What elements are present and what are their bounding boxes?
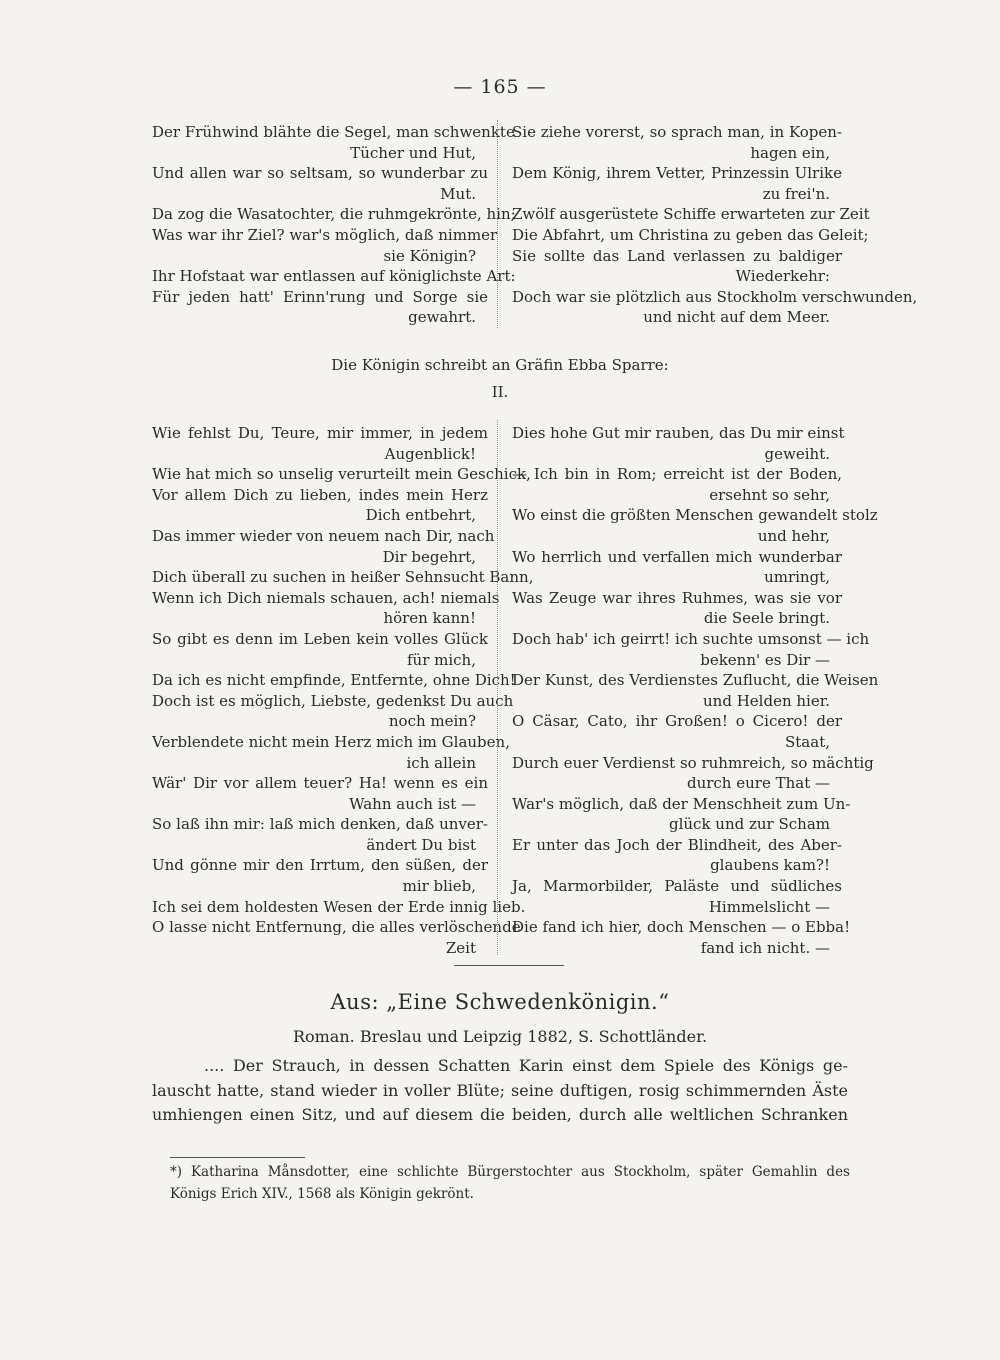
verse-line: Wär' Dir vor allem teuer? Ha! wenn es ein	[152, 774, 488, 793]
verse-line: Durch euer Verdienst so ruhmreich, so mächtig	[512, 753, 874, 772]
excerpt-source: Roman. Breslau und Leipzig 1882, S. Schottländer.	[292, 1027, 708, 1046]
verse-line: glück und zur Scham	[668, 815, 830, 834]
verse-line: bekenn' es Dir —	[700, 650, 830, 669]
verse-line: Dir begehrt,	[382, 547, 476, 566]
verse-line: Er unter das Joch der Blindheit, des Aber-	[512, 835, 842, 854]
verse-line: Wo einst die größten Menschen gewandelt stolz	[512, 506, 878, 525]
verse-line: So laß ihn mir: laß mich denken, daß unver-	[152, 815, 488, 834]
verse-line: ändert Du bist	[366, 835, 476, 854]
verse-line: ersehnt so sehr,	[709, 485, 830, 504]
verse-line: noch mein?	[388, 712, 476, 731]
verse-line: Was Zeuge war ihres Ruhmes, was sie vor	[512, 588, 842, 607]
verse-line: Himmelslicht —	[708, 897, 830, 916]
verse-line: Wie hat mich so unselig verurteilt mein Geschick,	[152, 465, 531, 484]
verse-line: Ihr Hofstaat war entlassen auf königlichste Art:	[152, 267, 516, 286]
verse-line: Vor allem Dich zu lieben, indes mein Herz	[152, 485, 488, 504]
verse-line: Dem König, ihrem Vetter, Prinzessin Ulrike	[512, 164, 842, 183]
section-number: II.	[491, 383, 509, 401]
verse-line: Zeit	[445, 938, 476, 957]
poem1-right-column	[512, 122, 918, 328]
verse-line: sie Königin?	[383, 246, 476, 265]
footnote-line: *) Katharina Månsdotter, eine schlichte Bürgerstochter aus Stockholm, später Gemahlin des	[170, 1164, 850, 1180]
verse-line: Sie sollte das Land verlassen zu baldiger	[512, 246, 842, 265]
verse-line: Der Frühwind blähte die Segel, man schwenkte	[152, 123, 515, 141]
verse-line: für mich,	[406, 650, 476, 669]
verse-line: glaubens kam?!	[710, 856, 830, 875]
verse-line: Und allen war so seltsam, so wunderbar zu	[152, 164, 488, 183]
verse-line: Der Kunst, des Verdienstes Zuflucht, die Weisen	[512, 671, 879, 690]
prose-line: lauscht hatte, stand wieder in voller Blüte; seine duftigen, rosig schimmernden Äste	[152, 1080, 848, 1100]
verse-line: Da zog die Wasatochter, die ruhmgekrönte, hin;	[152, 205, 516, 224]
verse-line: Dich überall zu suchen in heißer Sehnsucht Bann,	[152, 568, 534, 587]
verse-line: die Seele bringt.	[703, 609, 830, 628]
verse-line: Staat,	[785, 732, 830, 751]
verse-line: Da ich es nicht empfinde, Entfernte, ohne Dich!	[152, 671, 516, 690]
verse-line: zu frei'n.	[762, 184, 830, 203]
verse-line: Für jeden hatt' Erinn'rung und Sorge sie	[152, 287, 488, 306]
verse-line: Die fand ich hier, doch Menschen — o Ebba!	[512, 918, 851, 937]
verse-line: Ja, Marmorbilder, Paläste und südliches	[512, 877, 842, 896]
verse-line: So gibt es denn im Leben kein volles Glück	[152, 629, 488, 648]
column-divider	[497, 120, 498, 328]
verse-line: Dich entbehrt,	[365, 506, 476, 525]
verse-line: Zwölf ausgerüstete Schiffe erwarteten zur Zeit	[512, 205, 870, 224]
verse-line: Dies hohe Gut mir rauben, das Du mir einst	[512, 424, 845, 442]
verse-line: Sie ziehe vorerst, so sprach man, in Kopen-	[512, 123, 842, 141]
verse-line: Verblendete nicht mein Herz mich im Glauben,	[152, 732, 510, 751]
column-divider	[497, 420, 498, 955]
verse-line: gewahrt.	[408, 308, 476, 327]
footnote-rule	[170, 1157, 305, 1158]
verse-line: Wenn ich Dich niemals schauen, ach! niemals	[152, 588, 500, 607]
poem2-right-column	[512, 423, 879, 958]
verse-line: und nicht auf dem Meer.	[643, 308, 830, 327]
verse-line: Doch ist es möglich, Liebste, gedenkst Du auch	[152, 691, 514, 710]
verse-line: O lasse nicht Entfernung, die alles verlöschende	[152, 918, 521, 937]
poem2-left-column	[152, 423, 534, 958]
prose-paragraph	[152, 1054, 848, 1128]
verse-line: fand ich nicht. —	[700, 938, 830, 957]
verse-line: War's möglich, daß der Menschheit zum Un-	[512, 794, 851, 813]
verse-line: umringt,	[764, 568, 830, 587]
verse-line: Augenblick!	[384, 444, 476, 463]
verse-line: Wo herrlich und verfallen mich wunderbar	[512, 547, 842, 566]
verse-line: O Cäsar, Cato, ihr Großen! o Cicero! der	[512, 712, 842, 731]
verse-line: Wahn auch ist —	[349, 794, 476, 813]
verse-line: Das immer wieder von neuem nach Dir, nach	[152, 526, 495, 545]
verse-line: Wie fehlst Du, Teure, mir immer, in jedem	[152, 424, 488, 442]
verse-line: Die Abfahrt, um Christina zu geben das Geleit;	[512, 225, 869, 244]
verse-line: — Ich bin in Rom; erreicht ist der Boden,	[512, 465, 842, 484]
prose-line: umhiengen einen Sitz, und auf diesem die beiden, durch alle weltlichen Schranken	[152, 1105, 848, 1125]
poem1-left-column	[152, 122, 516, 328]
verse-line: hören kann!	[383, 609, 476, 628]
verse-line: Wiederkehr:	[735, 267, 830, 286]
verse-line: und Helden hier.	[703, 691, 830, 710]
verse-line: und hehr,	[757, 526, 830, 545]
verse-line: Was war ihr Ziel? war's möglich, daß nimmer	[152, 225, 498, 244]
prose-line: .... Der Strauch, in dessen Schatten Karin einst dem Spiele des Königs ge-	[204, 1056, 848, 1075]
verse-line: Und gönne mir den Irrtum, den süßen, der	[152, 856, 488, 875]
excerpt-title: Aus: „Eine Schwedenkönigin.“	[330, 990, 670, 1014]
verse-line: Tücher und Hut,	[350, 143, 476, 162]
verse-line: hagen ein,	[750, 143, 830, 162]
verse-line: Doch hab' ich geirrt! ich suchte umsonst — ich	[512, 629, 870, 648]
footnote	[170, 1161, 850, 1205]
footnote-line: Königs Erich XIV., 1568 als Königin gekrönt.	[170, 1186, 474, 1202]
page-number: — 165 —	[453, 76, 547, 98]
verse-line: Doch war sie plötzlich aus Stockholm verschwunden,	[512, 287, 918, 306]
verse-line: ich allein	[406, 753, 476, 772]
verse-line: durch eure That —	[686, 774, 830, 793]
section-rule	[454, 965, 564, 966]
verse-line: mir blieb,	[402, 877, 476, 896]
verse-line: Ich sei dem holdesten Wesen der Erde innig lieb.	[152, 897, 526, 916]
verse-line: Mut.	[440, 184, 476, 203]
verse-line: geweiht.	[764, 444, 830, 463]
section-heading: Die Königin schreibt an Gräfin Ebba Sparre:	[331, 356, 669, 374]
